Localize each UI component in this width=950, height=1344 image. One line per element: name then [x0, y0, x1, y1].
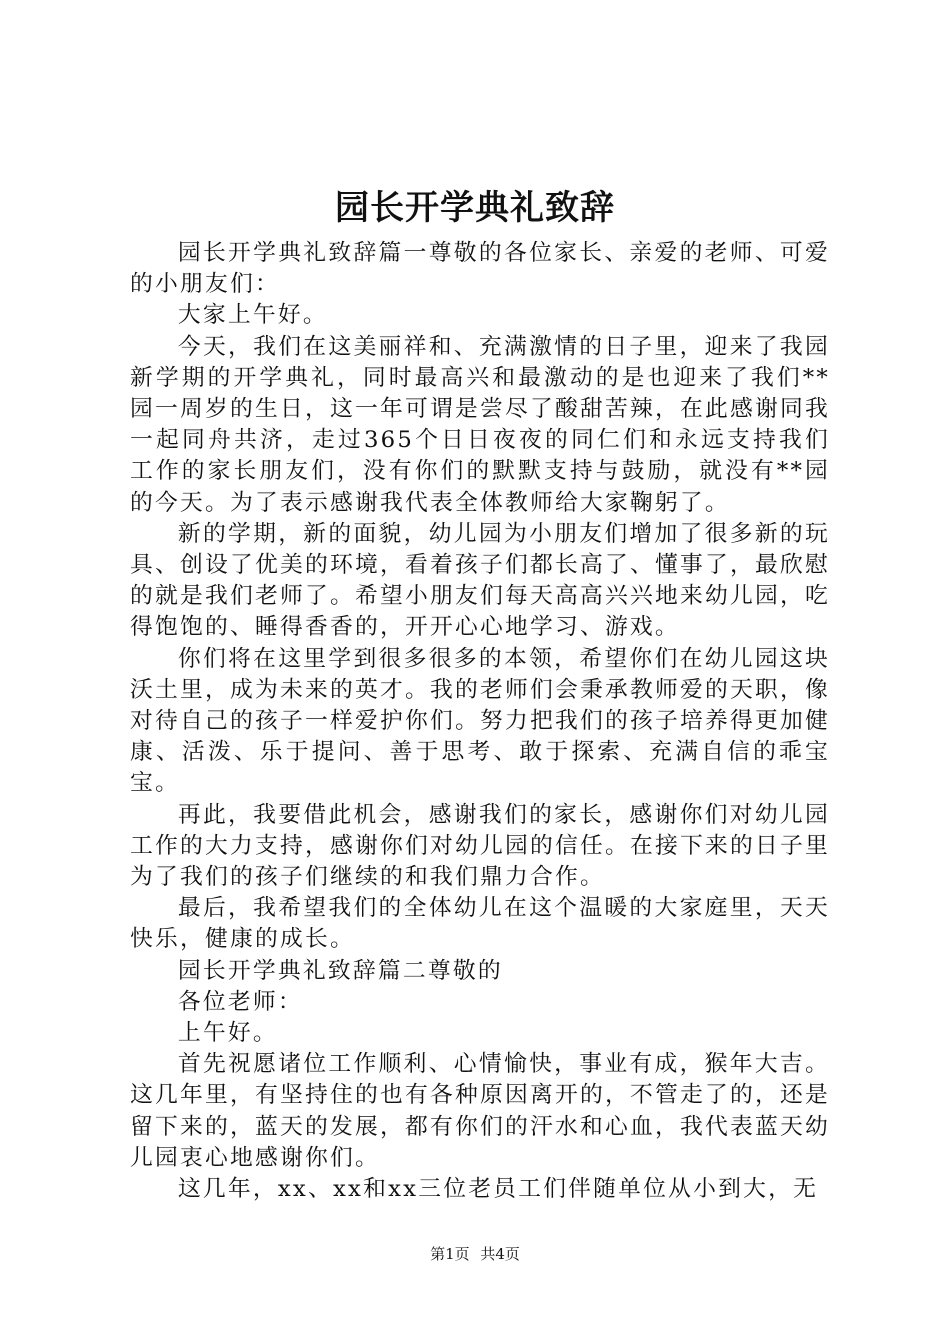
paragraph: 园长开学典礼致辞篇一尊敬的各位家长、亲爱的老师、可爱的小朋友们：: [130, 240, 830, 298]
paragraph: 各位老师：: [177, 988, 303, 1015]
paragraph: 这几年，xx、xx和xx三位老员工们伴随单位从小到大，无: [177, 1176, 819, 1203]
paragraph: 新的学期，新的面貌，幼儿园为小朋友们增加了很多新的玩具、创设了优美的环境，看着孩子们都长高了、懂事了，最欣慰的就是我们老师了。希望小朋友们每天高高兴兴地来幼儿园，吃得饱饱的、睡得香香的，开开心心地学习、游戏。: [130, 520, 830, 641]
paragraph: 首先祝愿诸位工作顺利、心情愉快，事业有成，猴年大吉。这几年里，有坚持住的也有各种原因离开的，不管走了的，还是留下来的，蓝天的发展，都有你们的汗水和心血，我代表蓝天幼儿园衷心地感谢你们。: [130, 1051, 830, 1171]
document-title: 园长开学典礼致辞: [335, 188, 615, 228]
paragraph: 上午好。: [177, 1020, 278, 1047]
paragraph: 大家上午好。: [177, 302, 328, 329]
paragraph: 最后，我希望我们的全体幼儿在这个温暖的大家庭里，天天快乐，健康的成长。: [130, 895, 830, 953]
page-footer: [0, 1243, 950, 1265]
paragraph: 今天，我们在这美丽祥和、充满激情的日子里，迎来了我园新学期的开学典礼，同时最高兴和最激动的是也迎来了我们**园一周岁的生日，这一年可谓是尝尽了酸甜苦辣，在此感谢同我一起同舟共济，走过365个日日夜夜的同仁们和永远支持我们工作的家长朋友们，没有你们的默默支持与鼓励，就没有**园的今天。为了表示感谢我代表全体教师给大家鞠躬了。: [130, 333, 830, 516]
paragraph: 你们将在这里学到很多很多的本领，希望你们在幼儿园这块沃土里，成为未来的英才。我的老师们会秉承教师爱的天职，像对待自己的孩子一样爱护你们。努力把我们的孩子培养得更加健康、活泼、乐于提问、善于思考、敢于探索、充满自信的乖宝宝。: [130, 645, 830, 797]
paragraph: 园长开学典礼致辞篇二尊敬的: [177, 957, 503, 984]
page-total: 共4页: [480, 1245, 520, 1263]
document-body: [130, 238, 830, 1205]
page-number: 第1页: [430, 1245, 470, 1263]
paragraph: 再此，我要借此机会，感谢我们的家长，感谢你们对幼儿园工作的大力支持，感谢你们对幼儿园的信任。在接下来的日子里为了我们的孩子们继续的和我们鼎力合作。: [130, 801, 830, 891]
